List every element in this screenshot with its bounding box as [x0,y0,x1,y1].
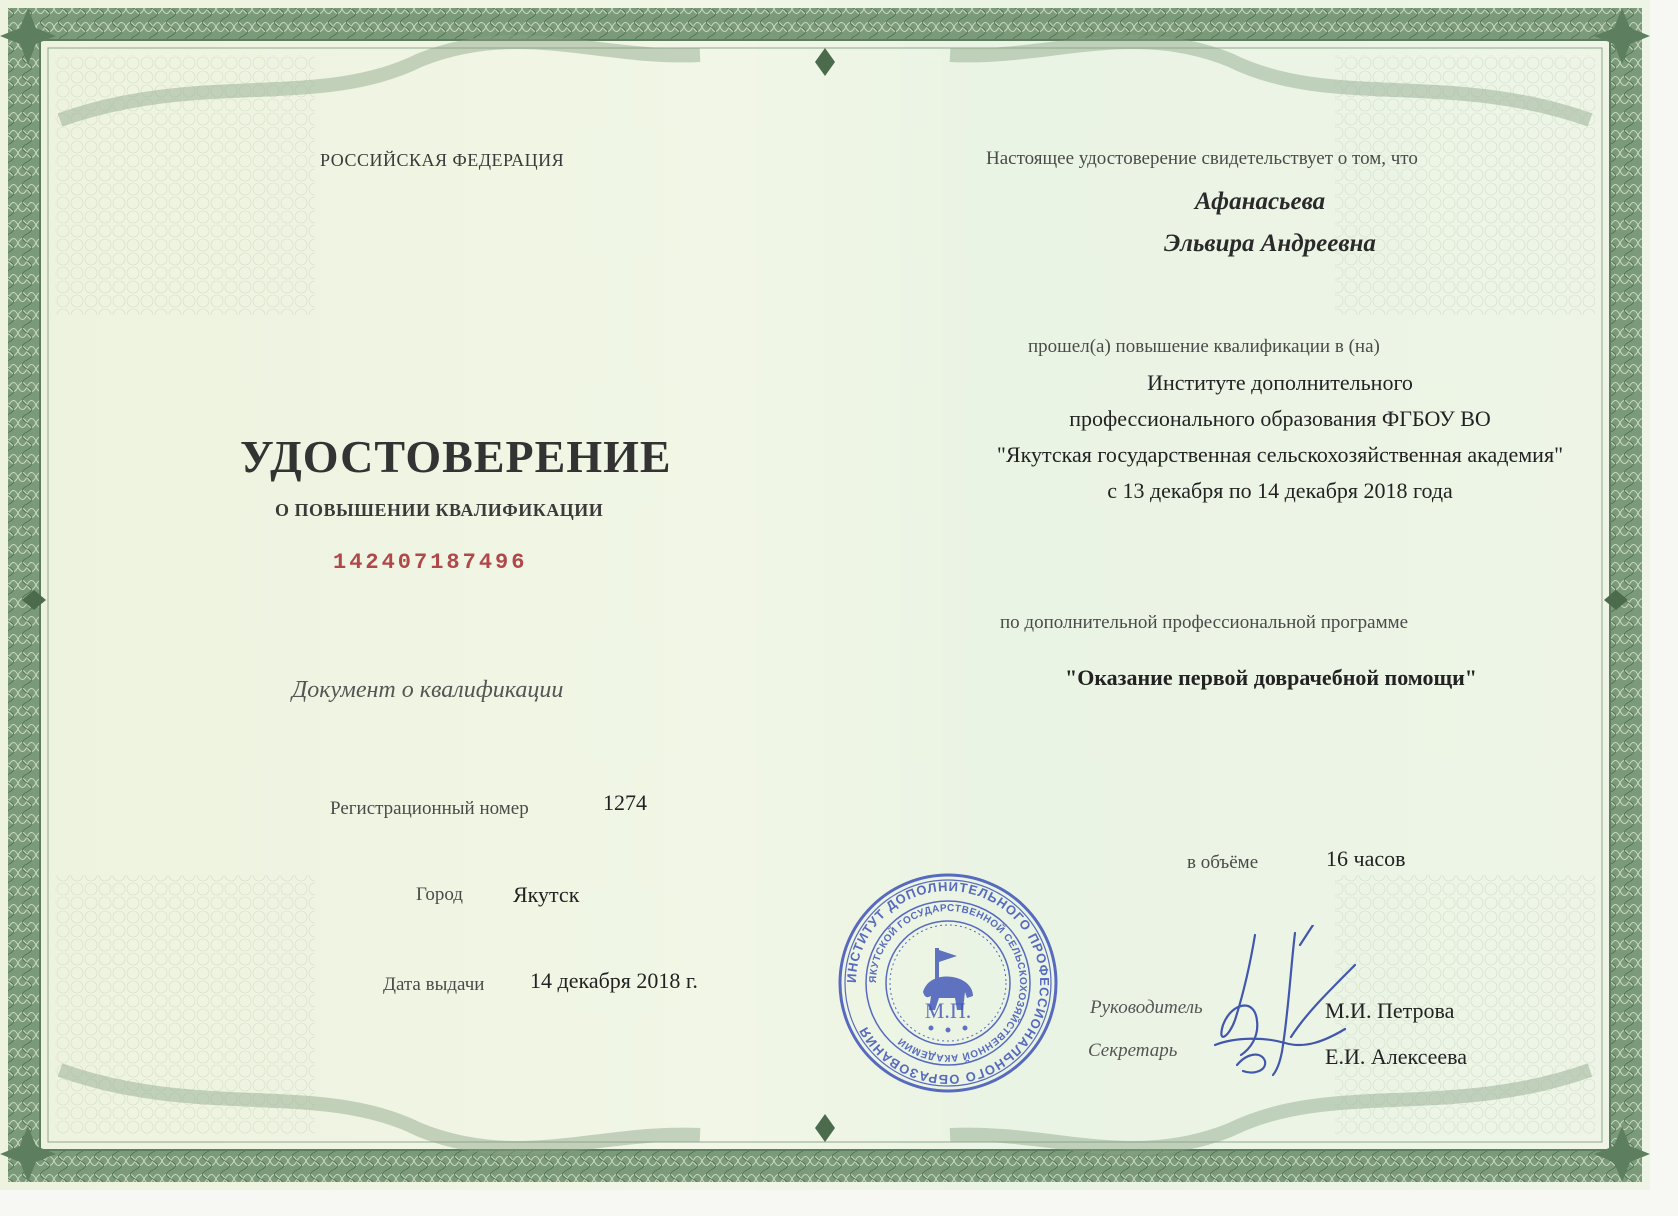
document-type: Документ о квалификации [292,677,564,703]
program-intro: по дополнительной профессиональной программе [1000,612,1409,633]
training-period: с 13 декабря по 14 декабря 2018 года [1107,478,1453,503]
institution-line-1: Институте дополнительного [1147,370,1413,395]
country-name: РОССИЙСКАЯ ФЕДЕРАЦИЯ [320,150,565,170]
city-value: Якутск [513,882,580,907]
holder-surname: Афанасьева [1194,188,1326,215]
svg-text:ЯКУТСКОЙ ГОСУДАРСТВЕННОЙ СЕЛЬС: ЯКУТСКОЙ ГОСУДАРСТВЕННОЙ СЕЛЬСКОХОЗЯЙСТВЕННОЙ АКАДЕМИИ [867,902,1029,1064]
document-subtitle: О ПОВЫШЕНИИ КВАЛИФИКАЦИИ [275,500,604,520]
intro-text: Настоящее удостоверение свидетельствует о том, что [986,148,1418,169]
volume-value: 16 часов [1326,846,1406,871]
holder-given-names: Эльвира Андреевна [1164,230,1376,257]
head-label: Руководитель [1090,997,1203,1018]
serial-number: 142407187496 [333,550,528,575]
official-stamp [835,870,1061,1096]
registration-number: 1274 [603,790,647,815]
completed-text: прошел(а) повышение квалификации в (на) [1028,336,1380,357]
institution-line-3: "Якутская государственная сельскохозяйственная академия" [996,442,1564,467]
institution-line-2: профессионального образования ФГБОУ ВО [1069,406,1491,431]
volume-label: в объёме [1187,852,1259,873]
svg-text:ИНСТИТУТ ДОПОЛНИТЕЛЬНОГО ПРОФЕ: ИНСТИТУТ ДОПОЛНИТЕЛЬНОГО ПРОФЕССИОНАЛЬНОГО ОБРАЗОВАНИЯ [843,878,1053,1088]
head-name: М.И. Петрова [1325,998,1455,1023]
signature [1195,925,1385,1085]
issue-date-label: Дата выдачи [383,974,485,995]
program-name: "Оказание первой доврачебной помощи" [1065,665,1477,690]
svg-text:М.П.: М.П. [924,998,972,1023]
secretary-label: Секретарь [1088,1040,1178,1061]
city-label: Город [416,884,463,905]
document-title: УДОСТОВЕРЕНИЕ [240,431,672,482]
secretary-name: Е.И. Алексеева [1325,1044,1468,1069]
issue-date-value: 14 декабря 2018 г. [530,968,698,993]
registration-label: Регистрационный номер [330,798,529,819]
